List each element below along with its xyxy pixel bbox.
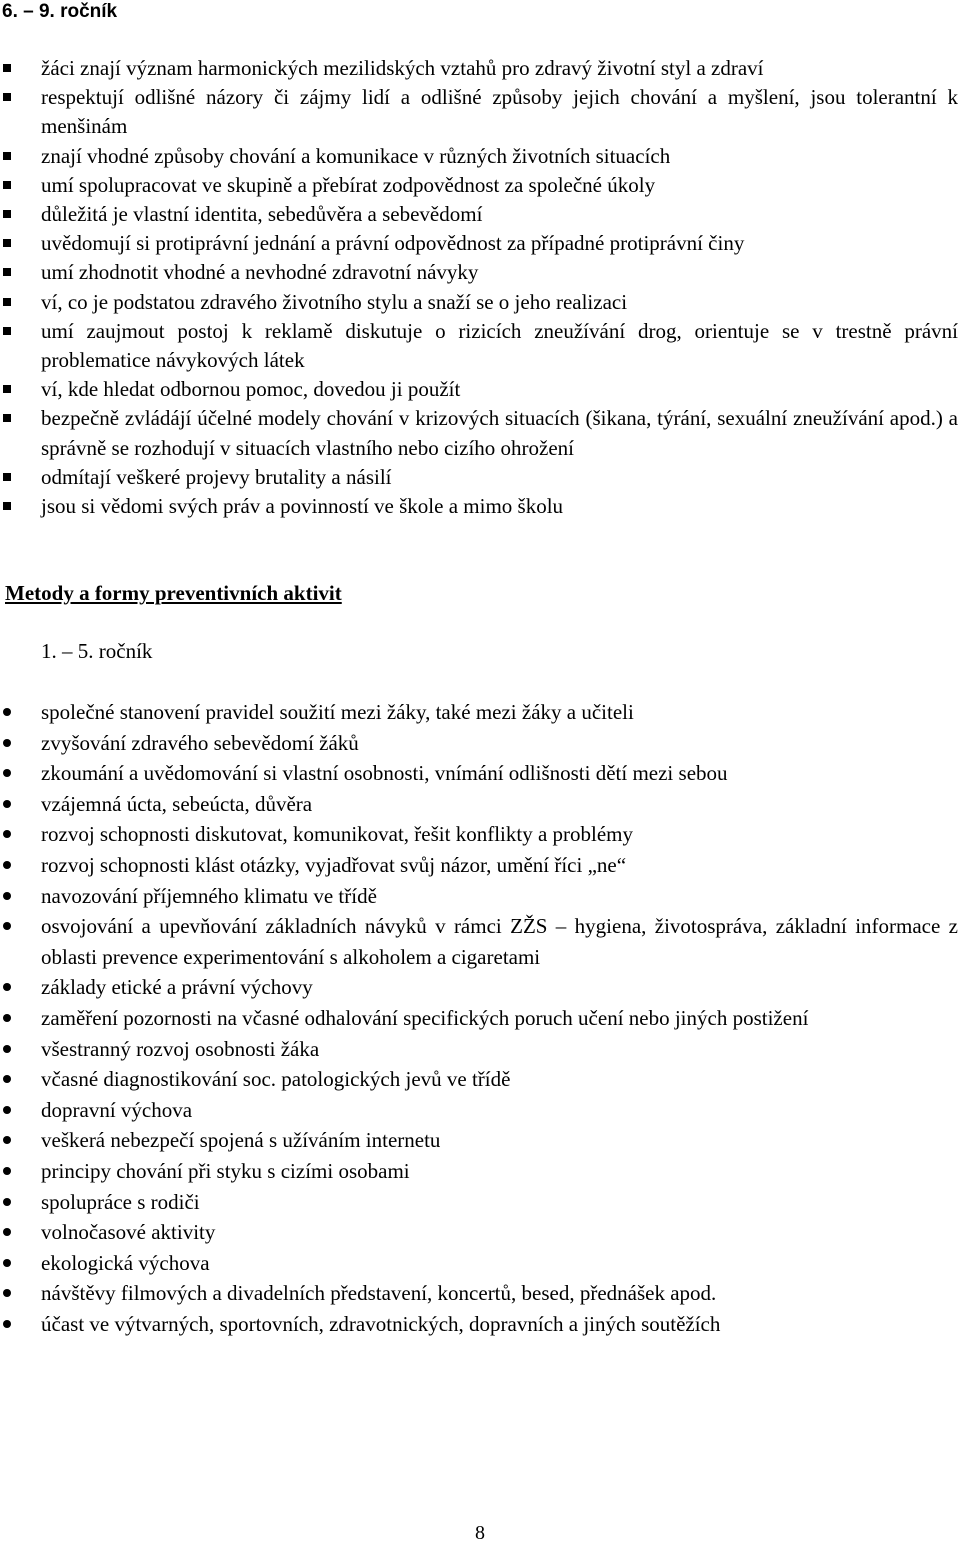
list-item-text: rozvoj schopnosti klást otázky, vyjadřovat svůj názor, umění říci „ne“ bbox=[41, 852, 627, 877]
list-item-text: odmítají veškeré projevy brutality a násilí bbox=[41, 464, 392, 489]
list-item bbox=[0, 1248, 960, 1279]
list-item-text: znají vhodné způsoby chování a komunikace v různých životních situacích bbox=[41, 143, 671, 168]
goals-list bbox=[0, 54, 960, 521]
list-item bbox=[0, 317, 960, 375]
list-item bbox=[0, 697, 960, 728]
list-item bbox=[0, 171, 960, 200]
list-item bbox=[0, 142, 960, 171]
list-item-text: ví, co je podstatou zdravého životního stylu a snaží se o jeho realizaci bbox=[41, 289, 628, 314]
round-bullet-icon bbox=[3, 830, 11, 838]
square-bullet-icon bbox=[3, 181, 11, 189]
list-item-text: všestranný rozvoj osobnosti žáka bbox=[41, 1036, 320, 1061]
list-item bbox=[0, 258, 960, 287]
list-item-text: veškerá nebezpečí spojená s užíváním internetu bbox=[41, 1128, 441, 1153]
list-item bbox=[0, 972, 960, 1003]
list-item bbox=[0, 229, 960, 258]
list-item bbox=[0, 819, 960, 850]
square-bullet-icon bbox=[3, 414, 11, 422]
square-bullet-icon bbox=[3, 385, 11, 393]
list-item-text: principy chování při styku s cizími osobami bbox=[41, 1158, 410, 1183]
methods-list bbox=[0, 697, 960, 1339]
list-item bbox=[0, 1064, 960, 1095]
square-bullet-icon bbox=[3, 268, 11, 276]
square-bullet-icon bbox=[3, 473, 11, 481]
list-item-text: společné stanovení pravidel soužití mezi žáky, také mezi žáky a učiteli bbox=[41, 700, 634, 724]
list-item-text: dopravní výchova bbox=[41, 1097, 193, 1122]
square-bullet-icon bbox=[3, 239, 11, 247]
list-item bbox=[0, 850, 960, 881]
round-bullet-icon bbox=[3, 983, 11, 991]
list-item bbox=[0, 1217, 960, 1248]
list-item-text: osvojování a upevňování základních návyků v rámci ZŽS – hygiena, životospráva, základní informace z oblasti prevence experimentování s alkoholem a cigaretami bbox=[41, 914, 958, 969]
list-item bbox=[0, 1309, 960, 1340]
list-item bbox=[0, 200, 960, 229]
list-item-text: základy etické a právní výchovy bbox=[41, 975, 313, 1000]
list-item-text: žáci znají význam harmonických mezilidských vztahů pro zdravý životní styl a zdraví bbox=[41, 56, 764, 80]
list-item-text: včasné diagnostikování soc. patologických jevů ve třídě bbox=[41, 1067, 511, 1092]
list-item bbox=[0, 1125, 960, 1156]
list-item bbox=[0, 404, 960, 462]
list-item bbox=[0, 758, 960, 789]
list-item-text: jsou si vědomi svých práv a povinností ve škole a mimo školu bbox=[41, 494, 564, 519]
list-item-text: vzájemná úcta, sebeúcta, důvěra bbox=[41, 791, 313, 816]
round-bullet-icon bbox=[3, 800, 11, 808]
list-item bbox=[0, 1278, 960, 1309]
list-item-text: účast ve výtvarných, sportovních, zdravotnických, dopravních a jiných soutěžích bbox=[41, 1311, 721, 1336]
section-title: Metody a formy preventivních aktivit bbox=[5, 581, 342, 605]
square-bullet-icon bbox=[3, 210, 11, 218]
round-bullet-icon bbox=[3, 769, 11, 777]
list-item bbox=[0, 463, 960, 492]
list-item bbox=[0, 1034, 960, 1065]
round-bullet-icon bbox=[3, 1228, 11, 1236]
list-item-text: zaměření pozornosti na včasné odhalování specifických poruch učení nebo jiných postižení bbox=[41, 1005, 809, 1030]
round-bullet-icon bbox=[3, 1259, 11, 1267]
round-bullet-icon bbox=[3, 1198, 11, 1206]
round-bullet-icon bbox=[3, 1136, 11, 1144]
list-item bbox=[0, 1095, 960, 1126]
list-item bbox=[0, 1187, 960, 1218]
list-item-text: umí zhodnotit vhodné a nevhodné zdravotní návyky bbox=[41, 260, 479, 285]
list-item bbox=[0, 492, 960, 521]
round-bullet-icon bbox=[3, 1045, 11, 1053]
square-bullet-icon bbox=[3, 327, 11, 335]
round-bullet-icon bbox=[3, 1106, 11, 1114]
list-item-text: zvyšování zdravého sebevědomí žáků bbox=[41, 730, 359, 755]
list-item-text: umí spolupracovat ve skupině a přebírat zodpovědnost za společné úkoly bbox=[41, 172, 656, 197]
list-item-text: umí zaujmout postoj k reklamě diskutuje o rizicích zneužívání drog, orientuje se v trestně právní problematice návykových látek bbox=[41, 318, 958, 373]
list-item bbox=[0, 881, 960, 912]
grade-subheading: 1. – 5. ročník bbox=[41, 639, 153, 663]
round-bullet-icon bbox=[3, 1014, 11, 1022]
list-item-text: bezpečně zvládájí účelné modely chování v krizových situacích (šikana, týrání, sexuální zneužívání apod.) a správně se rozhodují v situacích vlastního nebo cizího ohrožení bbox=[41, 406, 958, 460]
list-item bbox=[0, 1156, 960, 1187]
round-bullet-icon bbox=[3, 1075, 11, 1083]
square-bullet-icon bbox=[3, 298, 11, 306]
square-bullet-icon bbox=[3, 64, 11, 72]
list-item-text: spolupráce s rodiči bbox=[41, 1189, 200, 1214]
list-item-text: volnočasové aktivity bbox=[41, 1220, 216, 1245]
round-bullet-icon bbox=[3, 892, 11, 900]
round-bullet-icon bbox=[3, 739, 11, 747]
list-item bbox=[0, 288, 960, 317]
list-item-text: rozvoj schopnosti diskutovat, komunikovat, řešit konflikty a problémy bbox=[41, 822, 634, 847]
round-bullet-icon bbox=[3, 1289, 11, 1297]
list-item-text: navozování příjemného klimatu ve třídě bbox=[41, 883, 377, 908]
round-bullet-icon bbox=[3, 1320, 11, 1328]
square-bullet-icon bbox=[3, 502, 11, 510]
square-bullet-icon bbox=[3, 93, 11, 101]
list-item bbox=[0, 1003, 960, 1034]
round-bullet-icon bbox=[3, 922, 11, 930]
list-item bbox=[0, 54, 960, 83]
list-item-text: důležitá je vlastní identita, sebedůvěra a sebevědomí bbox=[41, 202, 483, 227]
round-bullet-icon bbox=[3, 861, 11, 869]
list-item-text: zkoumání a uvědomování si vlastní osobnosti, vnímání odlišnosti dětí mezi sebou bbox=[41, 761, 728, 786]
list-item bbox=[0, 83, 960, 141]
list-item-text: návštěvy filmových a divadelních představení, koncertů, besed, přednášek apod. bbox=[41, 1281, 717, 1306]
list-item bbox=[0, 789, 960, 820]
grade-heading: 6. – 9. ročník bbox=[2, 1, 118, 22]
list-item bbox=[0, 375, 960, 404]
list-item-text: ví, kde hledat odbornou pomoc, dovedou ji použít bbox=[41, 377, 461, 402]
square-bullet-icon bbox=[3, 152, 11, 160]
page-number: 8 bbox=[475, 1522, 485, 1544]
list-item bbox=[0, 911, 960, 972]
list-item bbox=[0, 728, 960, 759]
list-item-text: uvědomují si protiprávní jednání a právní odpovědnost za případné protiprávní činy bbox=[41, 231, 745, 256]
round-bullet-icon bbox=[3, 708, 11, 716]
list-item-text: ekologická výchova bbox=[41, 1250, 210, 1275]
round-bullet-icon bbox=[3, 1167, 11, 1175]
list-item-text: respektují odlišné názory či zájmy lidí a odlišné způsoby jejich chování a myšlení, jsou tolerantní k menšinám bbox=[41, 85, 958, 139]
